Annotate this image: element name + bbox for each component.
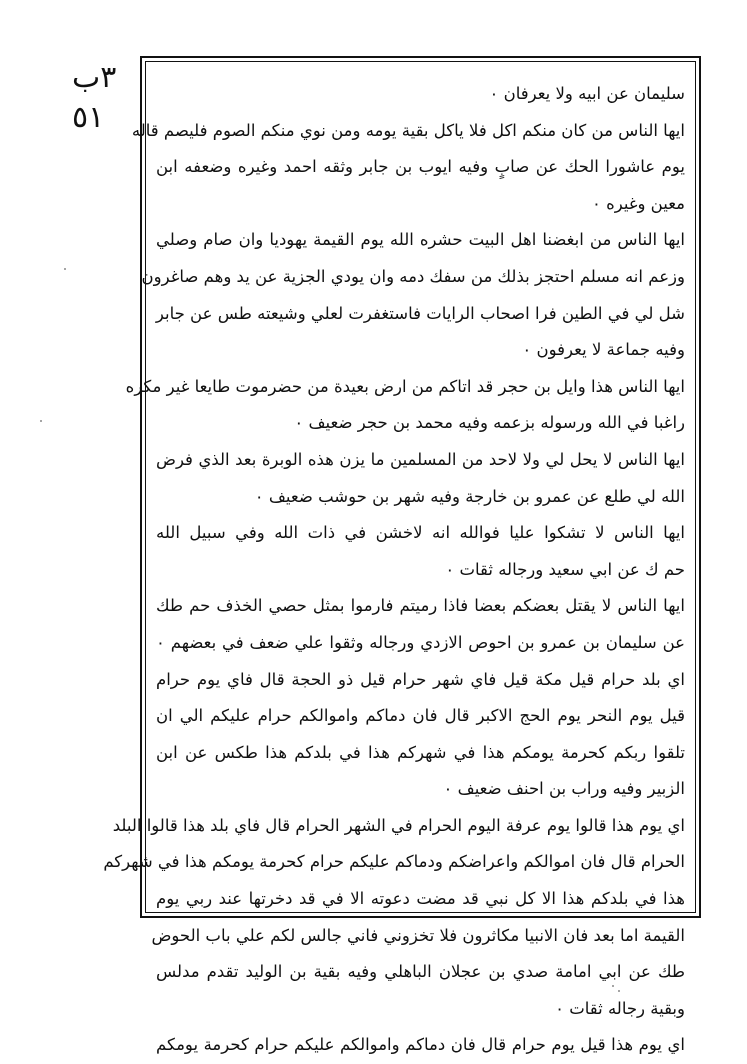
text-line: الزبير وفيه وراب بن احنف ضعيف ٠ — [443, 779, 685, 799]
text-line: القيمة اما بعد فان الانبيا مكاثرون فلا تخزوني فاني جالس لكم علي باب الحوض — [151, 925, 685, 945]
text-line: قيل يوم النحر يوم الحج الاكبر قال فان دماكم واموالكم حرام عليكم الي ان — [156, 706, 685, 726]
paper-speck — [40, 420, 42, 422]
text-line: الله لي طلع عن عمرو بن خارجة وفيه شهر بن حوشب ضعيف ٠ — [254, 486, 685, 506]
text-line: ايها الناس هذا وايل بن حجر قد اتاكم من ارض بعيدة من حضرموت طايعا غير مكره — [125, 376, 685, 396]
text-line: يوم عاشورا الحك عن صابٍ وفيه ايوب بن جابر وثقه احمد وغيره وضعفه ابن — [156, 157, 685, 177]
text-line: اي بلد حرام قيل مكة قيل فاي شهر حرام قيل ذو الحجة قال فاي يوم حرام — [156, 669, 685, 689]
text-line: الحرام قال فان اموالكم واعراضكم ودماكم عليكم حرام كحرمة يومكم هذا في شهركم — [103, 852, 685, 872]
paper-speck — [618, 990, 620, 992]
text-line: طك عن ابي امامة صدي بن عجلان الباهلي وفيه بقية بن الوليد تقدم مدلس — [156, 962, 685, 982]
text-line: عن سليمان بن عمرو بن احوص الازدي ورجاله وثقوا علي ضعف في بعضهم ٠ — [156, 632, 685, 652]
folio-number: ٣ب ٥١ — [72, 60, 117, 135]
text-line: ايها الناس من ابغضنا اهل البيت حشره الله يوم القيمة يهوديا وان صام وصلي — [156, 230, 685, 250]
page-frame — [103, 56, 701, 1055]
text-line: ايها الناس لا يحل لي ولا لاحد من المسلمين ما يزن هذه الوبرة بعد الذي فرض — [156, 449, 685, 469]
paper-speck — [612, 985, 614, 987]
manuscript-text — [103, 76, 685, 1055]
text-line: ايها الناس لا يقتل بعضكم بعضا فاذا رميتم فارموا بمثل حصي الخذف حم طك — [156, 596, 685, 616]
text-line: ايها الناس من كان منكم اكل فلا ياكل بقية يومه ومن نوي منكم الصوم فليصم قاله — [131, 120, 685, 140]
paper-speck — [64, 268, 66, 270]
text-line: وبقية رجاله ثقات ٠ — [555, 998, 685, 1018]
text-line: اي يوم هذا قالوا يوم عرفة اليوم الحرام في الشهر الحرام قال فاي بلد هذا قالوا البلد — [112, 815, 685, 835]
text-line: هذا في بلدكم هذا الا كل نبي قد مضت دعوته الا في قد دخرتها عند ربي يوم — [156, 889, 685, 909]
inner-frame-rule — [103, 61, 696, 1055]
text-line: تلقوا ربكم كحرمة يومكم هذا في شهركم هذا في بلدكم هذا طكس عن ابن — [156, 742, 685, 762]
text-line: وفيه جماعة لا يعرفون ٠ — [522, 340, 685, 360]
text-line: ايها الناس لا تشكوا عليا فوالله انه لاخشن في ذات الله وفي سبيل الله — [156, 523, 685, 543]
text-line: وزعم انه مسلم احتجز بذلك من سفك دمه وان يودي الجزية عن يد وهم صاغرون — [141, 266, 685, 286]
text-line: حم ك عن ابي سعيد ورجاله ثقات ٠ — [445, 559, 685, 579]
text-line: راغبا في الله ورسوله بزعمه وفيه محمد بن حجر ضعيف ٠ — [294, 413, 685, 433]
text-line: شل لي في الطين فرا اصحاب الرايات فاستغفرت لعلي وشيعته طس عن جابر — [155, 303, 685, 323]
text-line: سليمان عن ابيه ولا يعرفان ٠ — [489, 84, 685, 103]
text-line: معين وغيره ٠ — [591, 193, 685, 213]
text-line: اي يوم هذا قيل يوم حرام قال فان دماكم واموالكم عليكم حرام كحرمة يومكم — [156, 1035, 685, 1055]
